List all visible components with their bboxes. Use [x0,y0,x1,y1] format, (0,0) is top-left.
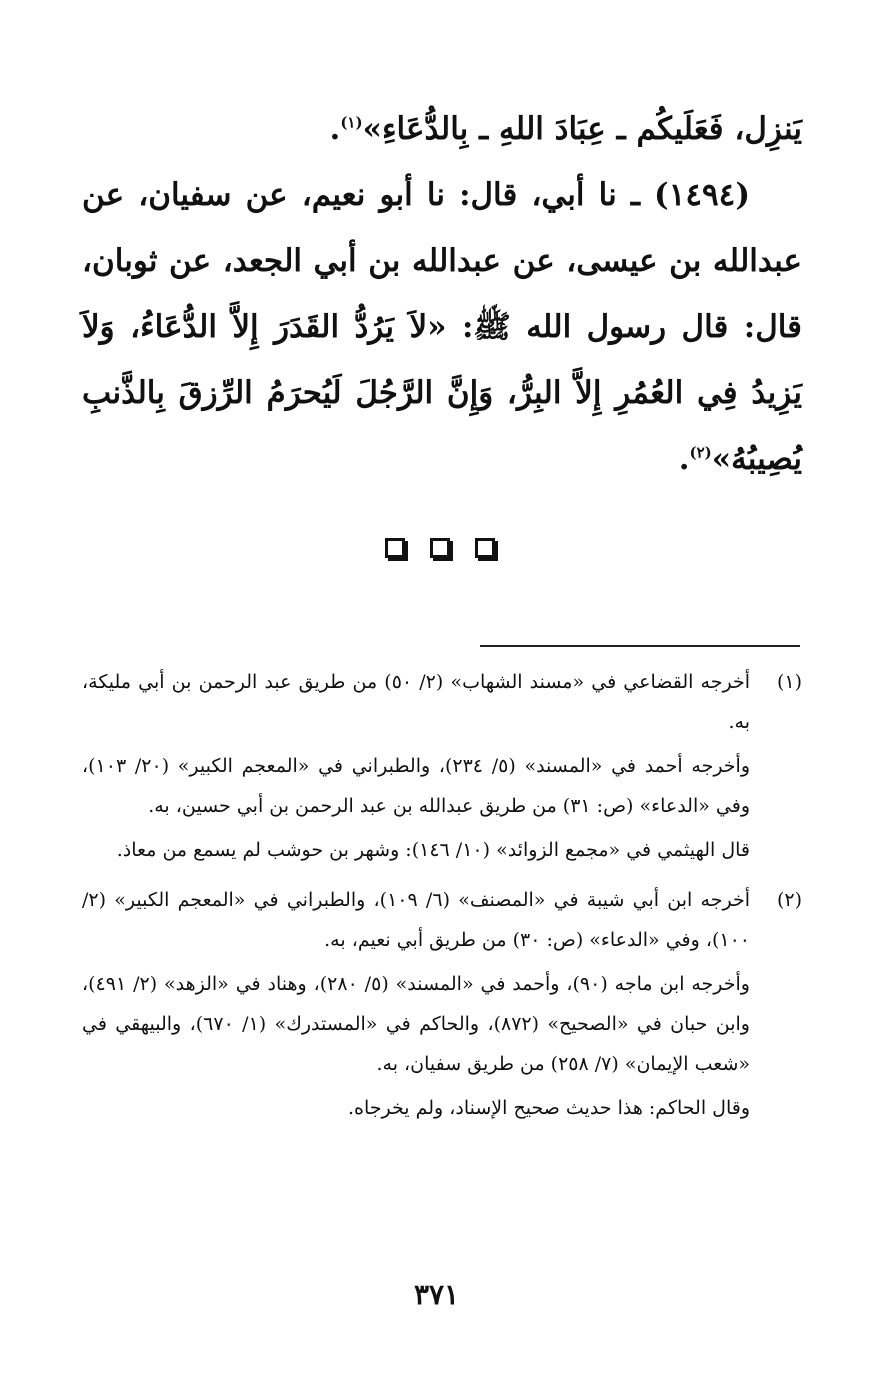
footnote-paragraph: وأخرجه أحمد في «المسند» (٥/ ٢٣٤)، والطبراني في «المعجم الكبير» (٢٠/ ١٠٣)، وفي «الدعاء» (ص: ٣١) من طريق عبدالله بن عبد الرحمن بن أبي حسين، به. [82,755,751,817]
hadith-text: (١٤٩٤) ـ نا أبي، قال: نا أبو نعيم، عن سفيان، عن عبدالله بن عيسى، عن عبدالله بن أبي الجعد، عن ثوبان، قال: قال رسول الله ﷺ: «لاَ يَرُدُّ القَدَرَ إِلاَّ الدُّعَاءُ، وَلاَ يَزِيدُ فِي العُمُرِ إِلاَّ البِرُّ، وَإِنَّ الرَّجُلَ لَيُحرَمُ الرِّزقَ بِالذَّنبِ يُصِيبُهُ» [82,177,802,477]
footnote-divider [480,645,800,647]
footnote-paragraph: أخرجه القضاعي في «مسند الشهاب» (٢/ ٥٠) من طريق عبد الرحمن بن أبي مليكة، به. [82,671,750,733]
ornament-box-icon [385,538,405,558]
footnote-paragraph: وقال الحاكم: هذا حديث صحيح الإسناد، ولم يخرجاه. [348,1097,750,1119]
footnote-number: (٢) [776,889,802,911]
footnote-1 [82,662,802,874]
hadith-paragraph [82,162,802,492]
main-line-1-end: . [329,111,341,147]
ornament-box-icon [475,538,495,558]
footnote-number: (١) [776,671,802,693]
footnote-2 [82,880,802,1132]
footnotes [82,662,802,1138]
footnote-paragraph: وأخرجه ابن ماجه (٩٠)، وأحمد في «المسند» (٥/ ٢٨٠)، وهناد في «الزهد» (٢/ ٤٩١)، وابن حبان في «الصحيح» (٨٧٢)، والحاكم في «المستدرك» (١/ ٦٧٠)، والبيهقي في «شعب الإيمان» (٧/ ٢٥٨) من طريق سفيان، به. [82,973,750,1075]
ornament-box-icon [430,538,450,558]
main-text [82,96,802,492]
footnote-paragraph: أخرجه ابن أبي شيبة في «المصنف» (٦/ ١٠٩)، والطبراني في «المعجم الكبير» (٢/ ١٠٠)، وفي «الدعاء» (ص: ٣٠) من طريق أبي نعيم، به. [82,889,750,951]
main-line-1 [82,96,802,162]
footnote-body [82,880,750,1132]
footnote-paragraph: قال الهيثمي في «مجمع الزوائد» (١٠/ ١٤٦): وشهر بن حوشب لم يسمع من معاذ. [116,839,750,861]
main-line-1-text: يَنزِل، فَعَلَيكُم ـ عِبَادَ اللهِ ـ بِالدُّعَاءِ» [362,111,802,147]
footnote-ref-2[interactable]: (٢) [689,443,712,462]
footnote-body [82,662,750,874]
hadith-end: . [678,441,690,477]
page-number: ٣٧١ [413,1278,460,1311]
section-separator-ornament [385,538,495,558]
footnote-ref-1[interactable]: (١) [340,113,363,132]
